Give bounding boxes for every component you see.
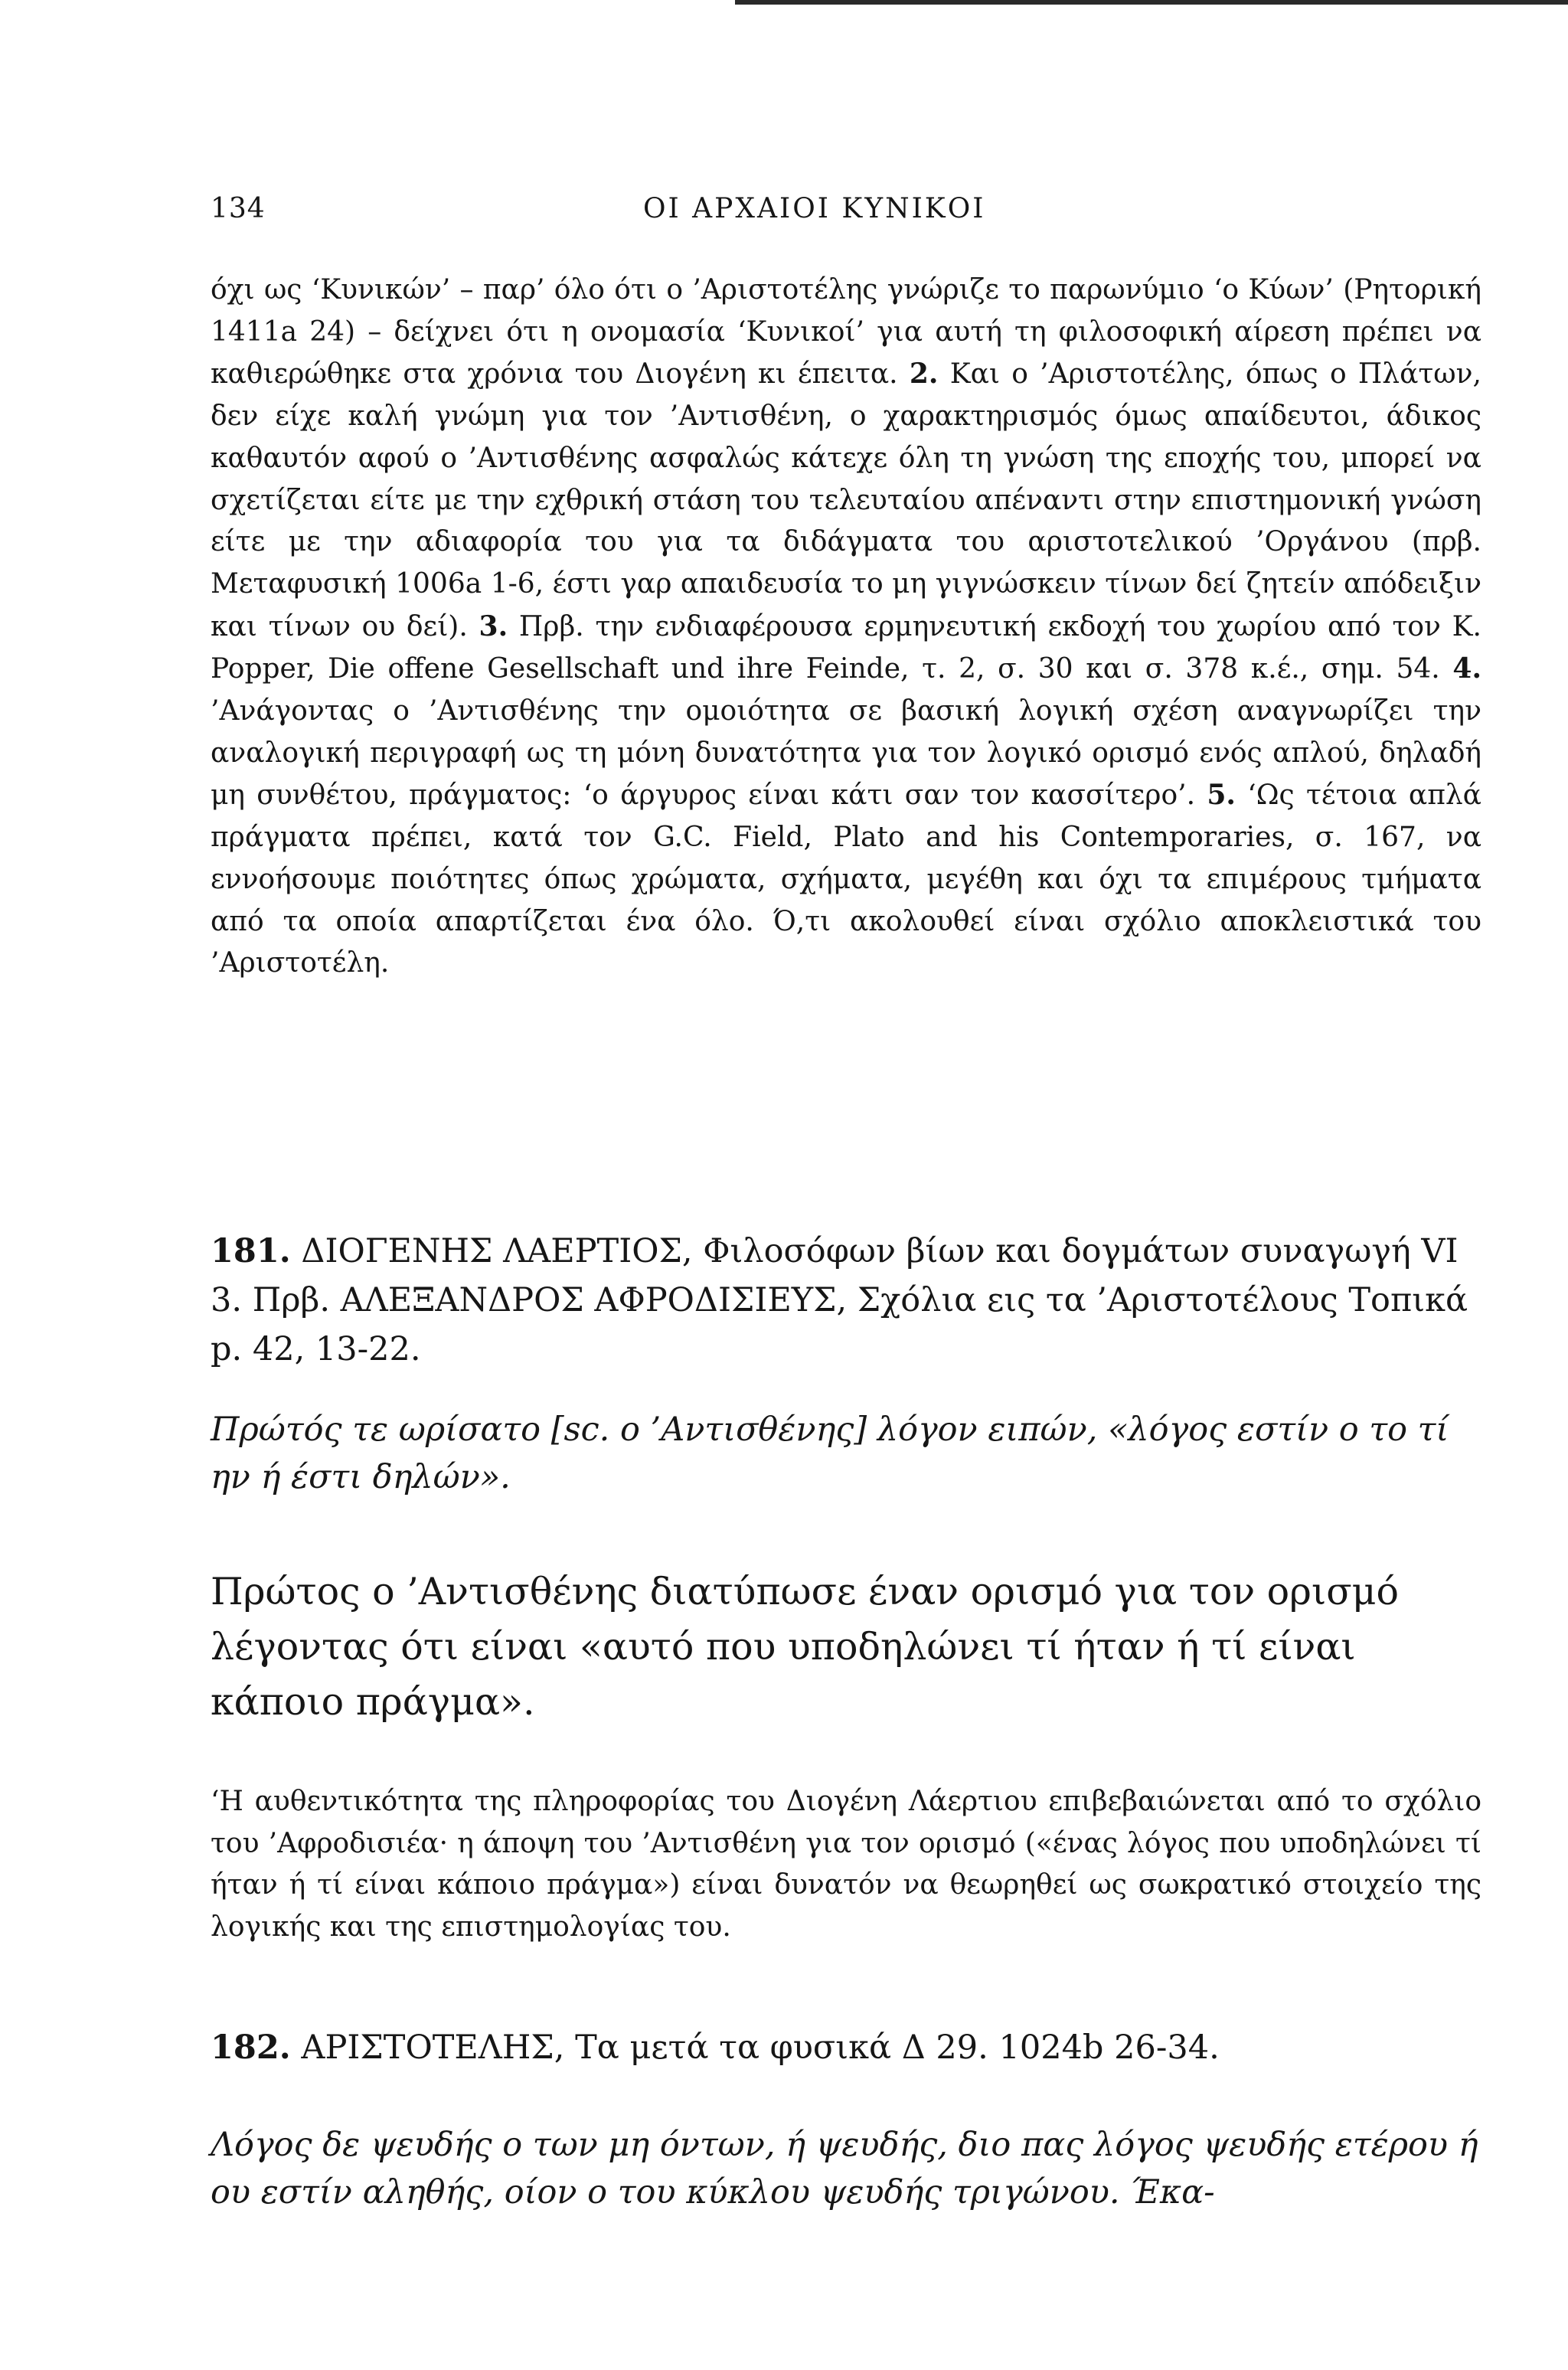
entry-181-source: ΔΙΟΓΕΝΗΣ ΛΑΕΡΤΙΟΣ, Φιλοσόφων βίων και δογμάτων συναγωγή VI 3. Πρβ. ΑΛΕΞΑΝΔΡΟΣ ΑΦΡΟΔΙΣΙΕΥΣ, Σχόλια εις τα ’Αριστοτέλους Τοπικά p. 42, 13-22. xyxy=(211,1232,1468,1368)
note-4-text: ’Ανάγοντας ο ’Αντισθένης την ομοιότητα σε βασική λογική σχέση αναγνωρίζει την αναλογική περιγραφή ως τη μόνη δυνατότητα για τον λογικό ορισμό ενός απλού, δηλαδή μη συνθέτου, πράγματος: ‘ο άργυρος είναι κάτι σαν τον κασσίτερο’. xyxy=(211,695,1481,812)
running-head xyxy=(211,193,1481,239)
top-edge-rule xyxy=(735,0,1568,5)
page-number: 134 xyxy=(211,193,266,224)
entry-181-greek-quote: Πρώτός τε ωρίσατο [sc. ο ’Αντισθένης] λόγον ειπών, «λόγος εστίν ο το τί ην ή έστι δηλών». xyxy=(211,1411,1449,1496)
entry-181-number: 181. xyxy=(211,1232,291,1270)
note-4-number: 4. xyxy=(1452,652,1481,685)
note-2-text: Και ο ’Αριστοτέλης, όπως ο Πλάτων, δεν είχε καλή γνώμη για τον ’Αντισθένη, ο χαρακτηρισμός όμως απαίδευτοι, άδικος καθαυτόν αφού ο ’Αντισθένης ασφαλώς κάτεχε όλη τη γνώση της εποχής του, μπορεί να σχετίζεται είτε με την εχθρική στάση του τελευταίου απέναντι στην επιστημονική γνώση είτε με την αδιαφορία του για τα διδάγματα του αριστοτελικού ’Οργάνου (πρβ. Μεταφυσική 1006a 1-6, έστι γαρ απαιδευσία το μη γιγνώσκειν τίνων δεί ζητείν απόδειξιν και τίνων ου δεί). xyxy=(211,358,1481,642)
entry-181-commentary: ‘Η αυθεντικότητα της πληροφορίας του Διογένη Λάερτιου επιβεβαιώνεται από το σχόλιο του ’Αφροδισιέα· η άποψη του ’Αντισθένη για τον ορισμό («ένας λόγος που υποδηλώνει τί ήταν ή τί είναι κάποιο πράγμα») είναι δυνατόν να θεωρηθεί ως σωκρατικό στοιχείο της λογικής και της επιστημολογίας του. xyxy=(211,1786,1481,1943)
note-3-text: Πρβ. την ενδιαφέρουσα ερμηνευτική εκδοχή του χωρίου από τον K. Popper, Die offene Gesellschaft und ihre Feinde, τ. 2, σ. 30 και σ. 378 κ.έ., σημ. 54. xyxy=(211,610,1481,685)
running-title: ΟΙ ΑΡΧΑΙΟΙ ΚΥΝΙΚΟΙ xyxy=(643,193,986,224)
entry-182-greek-quote: Λόγος δε ψευδής ο των μη όντων, ή ψευδής, διο πας λόγος ψευδής ετέρου ή ου εστίν αληθής, οίον ο του κύκλου ψευδής τριγώνου. Έκα- xyxy=(211,2126,1478,2211)
note-5-tail: Ό,τι ακολουθεί είναι σχόλιο αποκλειστικά του ’Αριστοτέλη. xyxy=(211,905,1481,979)
footnotes-block xyxy=(211,270,1481,985)
entry-181-heading xyxy=(211,1227,1481,1374)
note-5-number: 5. xyxy=(1207,779,1236,812)
entry-182-source: ΑΡΙΣΤΟΤΕΛΗΣ, Τα μετά τα φυσικά Δ 29. 1024b 26-34. xyxy=(301,2028,1220,2067)
note-1-text: όχι ως ‘Κυνικών’ – παρ’ όλο ότι ο ’Αριστοτέλης γνώριζε το παρωνύμιο ‘ο Κύων’ (Ρητορική 1411a 24) – δείχνει ότι η ονομασία ‘Κυνικοί’ για αυτή τη φιλοσοφική αίρεση πρέπει να καθιερώθηκε στα χρόνια του Διογένη κι έπειτα. xyxy=(211,274,1481,391)
note-2-number: 2. xyxy=(909,358,939,391)
entry-181-translation: Πρώτος ο ’Αντισθένης διατύπωσε έναν ορισμό για τον ορισμό λέγοντας ότι είναι «αυτό που υποδηλώνει τί ήταν ή τί είναι κάποιο πράγμα». xyxy=(211,1570,1399,1724)
entry-182-number: 182. xyxy=(211,2028,291,2067)
entry-182-heading xyxy=(211,2023,1481,2072)
note-5-text: ‘Ως τέτοια απλά πράγματα πρέπει, κατά τον G.C. Field, Plato and his Contemporaries, σ. 167, να εννοήσουμε ποιότητες όπως χρώματα, σχήματα, μεγέθη και όχι τα επιμέρους τμήματα από τα οποία απαρτίζεται ένα όλο. xyxy=(211,780,1481,937)
note-3-number: 3. xyxy=(479,610,508,642)
